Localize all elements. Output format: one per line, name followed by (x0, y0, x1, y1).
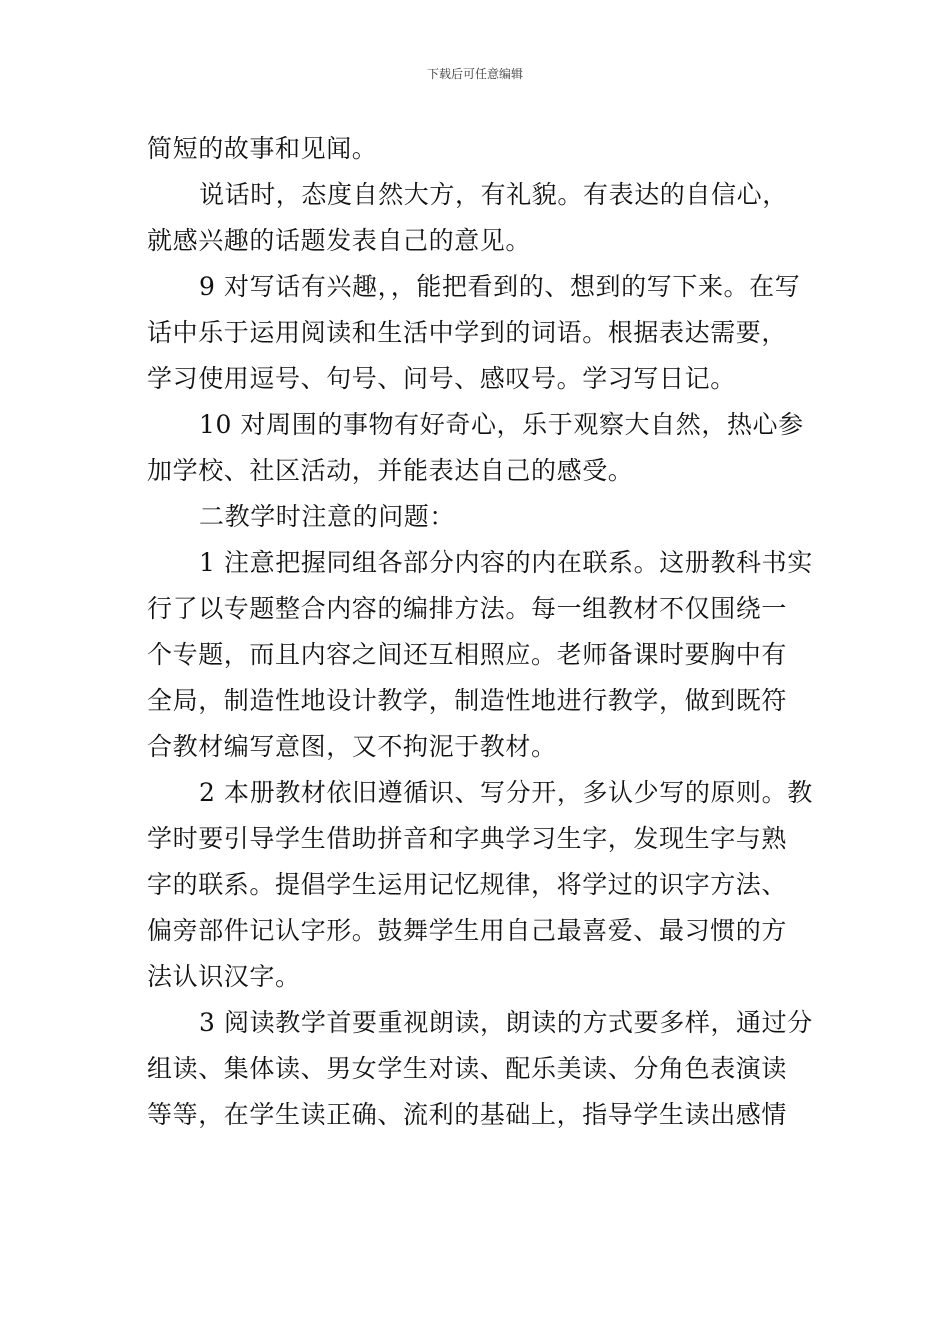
text-line: 全局，制造性地设计教学，制造性地进行教学，做到既符 (147, 686, 788, 715)
paragraph-start-line: 3 阅读教学首要重视朗读，朗读的方式要多样，通过分 (199, 1008, 813, 1037)
text-line: 话中乐于运用阅读和生活中学到的词语。根据表达需要， (147, 318, 788, 347)
text-line: 法认识汉字。 (147, 962, 301, 991)
text-line: 学时要引导学生借助拼音和字典学习生字，发现生字与熟 (147, 824, 788, 853)
text-line: 合教材编写意图，又不拘泥于教材。 (147, 732, 557, 761)
text-line: 字的联系。提倡学生运用记忆规律，将学过的识字方法、 (147, 870, 788, 899)
text-line: 加学校、社区活动，并能表达自己的感受。 (147, 456, 634, 485)
text-line: 行了以专题整合内容的编排方法。每一组教材不仅围绕一 (147, 594, 788, 623)
paragraph-start-line: 1 注意把握同组各部分内容的内在联系。这册教科书实 (199, 548, 813, 577)
page-header-note: 下载后可任意编辑 (426, 67, 523, 81)
text-line: 个专题，而且内容之间还互相照应。老师备课时要胸中有 (147, 640, 788, 669)
paragraph-start-line: 说话时，态度自然大方，有礼貌。有表达的自信心， (199, 180, 788, 209)
section-heading: 二教学时注意的问题： (199, 502, 456, 531)
paragraph-start-line: 10 对周围的事物有好奇心，乐于观察大自然，热心参 (199, 410, 804, 439)
paragraph-start-line: 9 对写话有兴趣，，能把看到的、想到的写下来。在写 (199, 272, 801, 301)
text-line: 就感兴趣的话题发表自己的意见。 (147, 226, 532, 255)
text-line: 偏旁部件记认字形。鼓舞学生用自己最喜爱、最习惯的方 (147, 916, 788, 945)
text-line: 组读、集体读、男女学生对读、配乐美读、分角色表演读 (147, 1054, 788, 1083)
paragraph-start-line: 2 本册教材依旧遵循识、写分开，多认少写的原则。教 (199, 778, 813, 807)
text-line: 学习使用逗号、句号、问号、感叹号。学习写日记。 (147, 364, 736, 393)
text-line: 简短的故事和见闻。 (147, 134, 378, 163)
document-body (147, 130, 817, 1142)
text-line: 等等，在学生读正确、流利的基础上，指导学生读出感情 (147, 1100, 788, 1129)
